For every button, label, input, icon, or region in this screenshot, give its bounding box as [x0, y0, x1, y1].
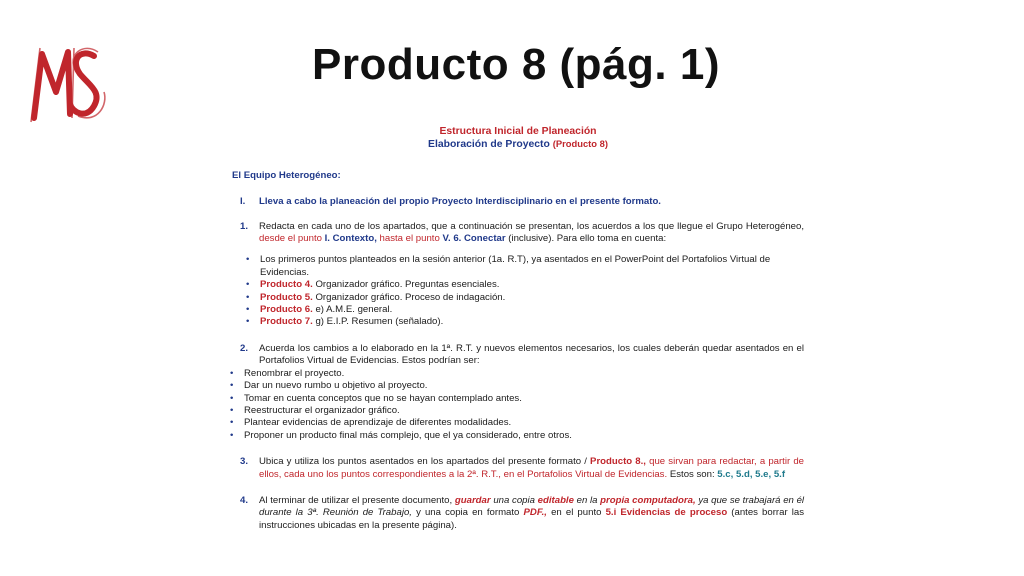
list-item — [260, 316, 804, 328]
section-text-red: PDF., — [523, 507, 547, 519]
list-item: • Plantear evidencias de aprendizaje de diferentes modalidades. — [244, 417, 804, 429]
list-item-text: Los primeros puntos planteados en la sesión anterior (1a. R.T), ya asentados en el PowerPoint del Portafolios Virtual de — [260, 254, 771, 266]
subheading-tag: (Producto 8) — [552, 138, 608, 150]
list-item-lead: Producto 5. — [260, 291, 313, 303]
document-subheading — [232, 138, 804, 151]
ms-logo — [28, 34, 116, 126]
section-text: en la — [576, 494, 598, 506]
list-item-text: e) A.M.E. general. — [312, 304, 393, 316]
section-3 — [232, 456, 804, 481]
section-text: (antes borrar las instrucciones ubicadas en la presente página). — [259, 507, 805, 531]
section-4 — [232, 495, 804, 532]
section-2 — [232, 343, 804, 368]
section-1-list — [232, 254, 804, 328]
list-item-lead: Producto 6. — [260, 304, 313, 316]
list-item-text-cont: Evidencias. — [260, 266, 310, 278]
section-text-red: 5.i Evidencias de proceso — [605, 507, 728, 519]
list-item — [260, 292, 804, 304]
list-item-text: g) E.I.P. Resumen (señalado). — [312, 316, 444, 328]
document-page — [232, 126, 804, 532]
list-item-lead: Producto 7. — [260, 316, 313, 328]
list-item — [260, 254, 804, 279]
section-number: I. — [240, 196, 246, 208]
list-item: • Tomar en cuenta conceptos que no se hayan contemplado antes. — [244, 393, 804, 405]
section-text: y una copia en formato — [416, 507, 520, 519]
section-text-red: guardar — [454, 494, 491, 506]
section-text: Ubica y utiliza los puntos asentados en los apartados del presente formato / — [259, 456, 587, 468]
subheading-text: Elaboración de Proyecto — [428, 139, 550, 151]
section-number: 3. — [240, 456, 249, 468]
team-label: El Equipo Heterogéneo: — [232, 169, 341, 181]
section-text-red: propia computadora, — [600, 494, 696, 506]
list-item: • Proponer un producto final más complejo, que el ya considerado, entre otros. — [244, 430, 804, 442]
section-text-red: Producto 8., — [590, 456, 646, 468]
document-heading: Estructura Inicial de Planeación — [439, 126, 597, 137]
section-I — [232, 196, 804, 208]
section-text-bold: V. 6. Conectar — [442, 233, 506, 245]
section-text-bold: I. Contexto, — [324, 233, 377, 245]
section-text: Acuerda los cambios a lo elaborado en la 1ª. R.T. y nuevos elementos necesarios, los cuales deberán quedar asentados en el Portafolios Virtual de Evidencias. Estos podrían ser: — [259, 342, 804, 367]
section-text-red: editable — [537, 494, 574, 506]
slide-title: Producto 8 (pág. 1) — [312, 40, 720, 89]
section-number: 4. — [240, 494, 249, 506]
section-text: Estos son: — [669, 468, 715, 480]
section-number: 2. — [240, 342, 249, 354]
list-item-text: Organizador gráfico. Proceso de indagación. — [312, 291, 506, 303]
section-text-red: que sirvan para redactar, a partir de ellos, cada uno los puntos correspondientes a la 2ª. R.T., en el Portafolios Virtual de Evidencias. — [259, 456, 804, 480]
section-2-list — [232, 368, 804, 442]
section-text: Redacta en cada uno de los apartados, que a continuación se presentan, los acuerdos a los que llegue el Grupo Heterogéneo, — [259, 220, 804, 232]
section-text: Al terminar de utilizar el presente documento, — [259, 494, 453, 506]
section-text: Lleva a cabo la planeación del propio Proyecto Interdisciplinario en el presente formato. — [259, 196, 661, 208]
section-text: ya que se trabajará en él durante la 3ª. Reunión de Trabajo, — [259, 494, 805, 519]
list-item — [260, 279, 804, 291]
list-item: • Reestructurar el organizador gráfico. — [244, 405, 804, 417]
list-item: • Dar un nuevo rumbo u objetivo al proyecto. — [244, 380, 804, 392]
section-text: en el punto — [551, 507, 602, 519]
section-text: una copia — [493, 494, 535, 506]
list-item-text: Organizador gráfico. Preguntas esenciales. — [312, 279, 500, 291]
list-item — [260, 304, 804, 316]
section-number: 1. — [240, 220, 249, 232]
section-text-teal: 5.c, 5.d, 5.e, 5.f — [717, 468, 786, 480]
list-item-lead: Producto 4. — [260, 279, 313, 291]
section-1 — [232, 221, 804, 246]
section-text-red: desde el punto — [259, 233, 322, 245]
list-item: • Renombrar el proyecto. — [244, 368, 804, 380]
section-text-red: hasta el punto — [379, 233, 440, 245]
section-text: (inclusive). Para ello toma en cuenta: — [508, 233, 667, 245]
